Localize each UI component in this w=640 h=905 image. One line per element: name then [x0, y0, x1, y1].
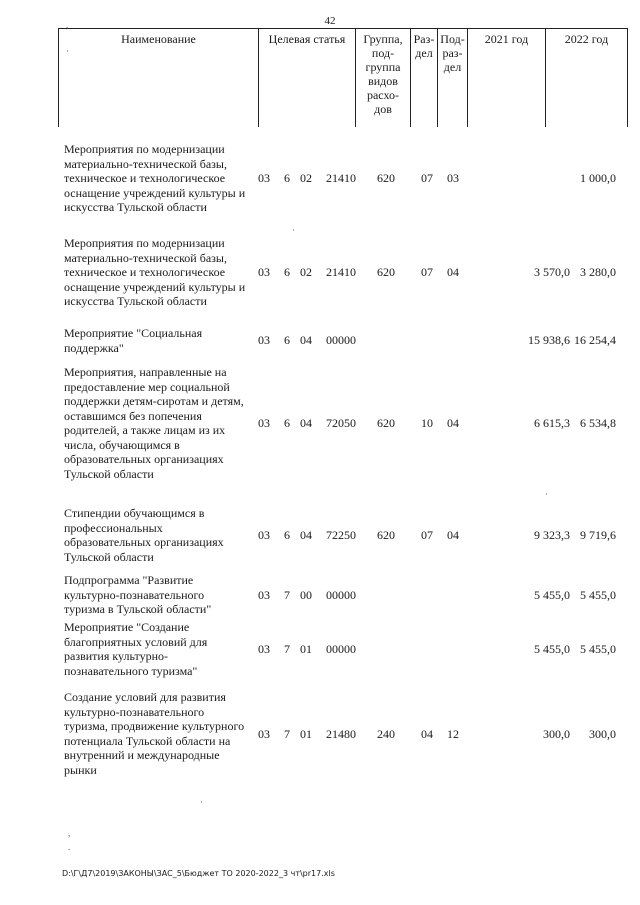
row-t2: 6 [284, 416, 290, 430]
row-group: 620 [377, 416, 395, 430]
table-row [0, 506, 640, 564]
row-sub: 04 [447, 416, 459, 430]
row-y2021: 15 938,6 [528, 333, 570, 347]
row-t4: 21480 [326, 727, 356, 741]
row-name: Мероприятия по модернизации материально-технической базы, техническое и технологическое оснащение учреждений культуры и искусства Тульской области [64, 142, 246, 214]
row-sub: 12 [447, 727, 459, 741]
row-t4: 00000 [326, 333, 356, 347]
header-2021: 2021 год [467, 29, 545, 127]
header-target: Целевая статья [258, 29, 355, 127]
row-group: 620 [377, 171, 395, 185]
row-y2022: 300,0 [589, 727, 616, 741]
row-t2: 6 [284, 171, 290, 185]
row-t4: 21410 [326, 265, 356, 279]
row-name: Мероприятия по модернизации материально-технической базы, техническое и технологическое оснащение учреждений культуры и искусства Тульской области [64, 236, 246, 308]
row-t3: 01 [300, 642, 312, 656]
row-t4: 72250 [326, 528, 356, 542]
row-y2022: 5 455,0 [580, 642, 616, 656]
row-y2021: 9 323,3 [534, 528, 570, 542]
row-t1: 03 [258, 727, 270, 741]
row-t1: 03 [258, 588, 270, 602]
row-t1: 03 [258, 171, 270, 185]
row-name: Создание условий для развития культурно-познавательного туризма, продвижение культурного потенциала Тульской области на внутренний и международные рынки [64, 690, 245, 777]
row-y2022: 6 534,8 [580, 416, 616, 430]
row-sub: 04 [447, 528, 459, 542]
row-group: 240 [377, 727, 395, 741]
row-y2021: 6 615,3 [534, 416, 570, 430]
row-name: Подпрограмма "Развитие культурно-познавательного туризма в Тульской области" [64, 573, 212, 616]
header-group: Группа, под- группа видов расхо- дов [355, 29, 410, 127]
row-y2022: 1 000,0 [580, 171, 616, 185]
header-2022: 2022 год [545, 29, 628, 127]
table-row [0, 620, 640, 678]
row-sub: 03 [447, 171, 459, 185]
row-y2021: 3 570,0 [534, 265, 570, 279]
row-t2: 7 [284, 642, 290, 656]
row-group: 620 [377, 528, 395, 542]
row-y2021: 5 455,0 [534, 642, 570, 656]
table-row [0, 690, 640, 778]
row-name: Мероприятия, направленные на предоставление мер социальной поддержки детям-сиротам и детям, оставшимся без попечения родителей, а также лицам из их числа, обучающимся в образовательных организациях Тульской области [64, 365, 244, 481]
table-row [0, 236, 640, 308]
row-t2: 7 [284, 588, 290, 602]
row-t3: 04 [300, 528, 312, 542]
row-t2: 6 [284, 333, 290, 347]
row-t3: 02 [300, 265, 312, 279]
table-row [0, 573, 640, 616]
row-name: Мероприятие "Социальная поддержка" [64, 326, 203, 355]
row-name: Стипендии обучающимся в профессиональных образовательных организациях Тульской области [64, 506, 224, 564]
row-sec: 04 [421, 727, 433, 741]
row-t1: 03 [258, 416, 270, 430]
row-y2022: 16 254,4 [574, 333, 616, 347]
row-t4: 00000 [326, 588, 356, 602]
row-t2: 6 [284, 265, 290, 279]
row-t3: 04 [300, 333, 312, 347]
table-row [0, 365, 640, 481]
row-t1: 03 [258, 642, 270, 656]
table-row [0, 142, 640, 214]
row-t3: 02 [300, 171, 312, 185]
row-t4: 72050 [326, 416, 356, 430]
row-t3: 00 [300, 588, 312, 602]
page-number: 42 [324, 15, 336, 27]
table-header [58, 28, 628, 127]
row-t1: 03 [258, 333, 270, 347]
row-sec: 07 [421, 265, 433, 279]
row-sec: 10 [421, 416, 433, 430]
row-group: 620 [377, 265, 395, 279]
row-y2021: 5 455,0 [534, 588, 570, 602]
row-sub: 04 [447, 265, 459, 279]
header-section: Раз- дел [410, 29, 437, 127]
row-sec: 07 [421, 528, 433, 542]
row-t1: 03 [258, 265, 270, 279]
row-sec: 07 [421, 171, 433, 185]
row-t2: 6 [284, 528, 290, 542]
header-name: Наименование [58, 29, 258, 127]
table-row [0, 326, 640, 354]
row-y2021: 300,0 [543, 727, 570, 741]
row-y2022: 5 455,0 [580, 588, 616, 602]
row-t1: 03 [258, 528, 270, 542]
row-t4: 21410 [326, 171, 356, 185]
row-t2: 7 [284, 727, 290, 741]
row-t4: 00000 [326, 642, 356, 656]
row-y2022: 3 280,0 [580, 265, 616, 279]
header-subsection: Под- раз- дел [437, 29, 467, 127]
row-t3: 04 [300, 416, 312, 430]
file-path: D:\Г\Д7\2019\ЗАКОНЫ\ЗАС_5\Бюджет ТО 2020-2022_3 чт\pr17.xls [62, 869, 335, 878]
row-name: Мероприятие "Создание благоприятных условий для развития культурно- познавательного туризма" [64, 620, 208, 678]
row-t3: 01 [300, 727, 312, 741]
row-y2022: 9 719,6 [580, 528, 616, 542]
